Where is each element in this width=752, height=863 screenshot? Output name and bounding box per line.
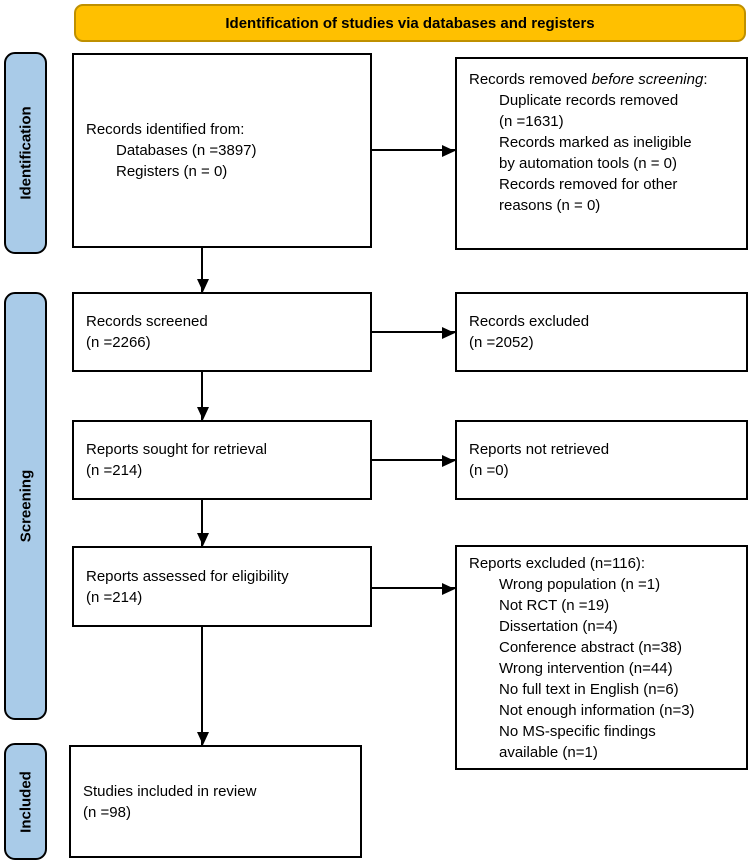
box-records-excluded — [455, 292, 748, 372]
reports-excluded-item-dissertation: Dissertation (n=4) — [499, 618, 618, 635]
stage-label-included — [4, 743, 47, 860]
records-identified-databases: Databases (n =3897) — [116, 142, 257, 159]
reports-not-retrieved-line2: (n =0) — [469, 462, 509, 479]
reports-sought-line1: Reports sought for retrieval — [86, 441, 267, 458]
records-removed-item-automation-line2: by automation tools (n = 0) — [499, 155, 678, 172]
arrow-screened-to-sought — [201, 372, 203, 420]
arrowhead-right-icon — [442, 583, 455, 595]
records-removed-item-duplicates-line1: Duplicate records removed — [499, 92, 679, 109]
box-records-identified — [72, 53, 372, 248]
box-records-screened — [72, 292, 372, 372]
records-removed-heading-suffix: : — [703, 71, 708, 88]
records-identified-registers: Registers (n = 0) — [116, 163, 228, 180]
arrow-identified-to-removed — [372, 149, 455, 151]
arrowhead-down-icon — [197, 533, 209, 546]
studies-included-line2: (n =98) — [83, 803, 131, 821]
studies-included-line1: Studies included in review — [83, 782, 257, 800]
arrowhead-down-icon — [197, 732, 209, 745]
stage-label-identification-text: Identification — [17, 106, 34, 200]
box-reports-assessed — [72, 546, 372, 627]
arrow-assessed-to-included — [201, 627, 203, 745]
records-screened-line2: (n =2266) — [86, 334, 151, 351]
records-removed-item-automation — [499, 132, 738, 174]
arrow-screened-to-excluded — [372, 331, 455, 333]
records-excluded-line2: (n =2052) — [469, 334, 534, 351]
banner-title: Identification of studies via databases and registers — [225, 14, 595, 32]
reports-sought-line2: (n =214) — [86, 462, 143, 479]
reports-excluded-item-no-ms-findings-line1: No MS-specific findings — [499, 723, 656, 740]
records-removed-item-automation-line1: Records marked as ineligible — [499, 134, 692, 151]
reports-excluded-heading: Reports excluded (n=116): — [469, 555, 646, 572]
arrow-sought-to-not-retrieved — [372, 459, 455, 461]
banner — [74, 4, 746, 42]
box-reports-excluded — [455, 545, 748, 770]
reports-excluded-item-conference-abstract: Conference abstract (n=38) — [499, 639, 683, 656]
stage-label-included-text: Included — [17, 770, 34, 833]
reports-excluded-item-no-full-text: No full text in English (n=6) — [499, 681, 679, 698]
reports-not-retrieved-line1: Reports not retrieved — [469, 441, 610, 458]
box-studies-included — [69, 745, 362, 858]
reports-excluded-item-no-ms-findings — [499, 721, 738, 763]
reports-excluded-item-wrong-population: Wrong population (n =1) — [499, 576, 661, 593]
arrow-identified-to-screened — [201, 248, 203, 292]
records-removed-item-other — [499, 174, 738, 216]
reports-excluded-item-not-rct: Not RCT (n =19) — [499, 597, 610, 614]
box-reports-not-retrieved — [455, 420, 748, 500]
records-removed-heading — [469, 69, 738, 90]
stage-label-identification — [4, 52, 47, 254]
records-screened-line1: Records screened — [86, 313, 208, 330]
records-removed-item-duplicates-line2: (n =1631) — [499, 113, 564, 130]
arrow-assessed-to-excluded — [372, 587, 455, 589]
reports-excluded-item-no-ms-findings-line2: available (n=1) — [499, 744, 598, 761]
reports-excluded-item-not-enough-info: Not enough information (n=3) — [499, 702, 695, 719]
records-removed-item-other-line2: reasons (n = 0) — [499, 197, 601, 214]
records-removed-heading-italic: before screening — [591, 71, 704, 88]
arrowhead-right-icon — [442, 327, 455, 339]
arrowhead-down-icon — [197, 407, 209, 420]
reports-assessed-line2: (n =214) — [86, 588, 143, 606]
arrowhead-right-icon — [442, 455, 455, 467]
stage-label-screening — [4, 292, 47, 720]
arrow-sought-to-assessed — [201, 500, 203, 546]
records-identified-heading: Records identified from: — [86, 121, 245, 138]
records-removed-item-other-line1: Records removed for other — [499, 176, 678, 193]
records-excluded-line1: Records excluded — [469, 313, 590, 330]
stage-label-screening-text: Screening — [17, 469, 34, 543]
box-reports-sought — [72, 420, 372, 500]
reports-excluded-item-wrong-intervention: Wrong intervention (n=44) — [499, 660, 673, 677]
records-removed-heading-prefix: Records removed — [469, 71, 592, 88]
box-records-removed — [455, 57, 748, 250]
reports-assessed-line1: Reports assessed for eligibility — [86, 567, 289, 585]
arrowhead-down-icon — [197, 279, 209, 292]
records-removed-item-duplicates — [499, 90, 738, 132]
arrowhead-right-icon — [442, 145, 455, 157]
